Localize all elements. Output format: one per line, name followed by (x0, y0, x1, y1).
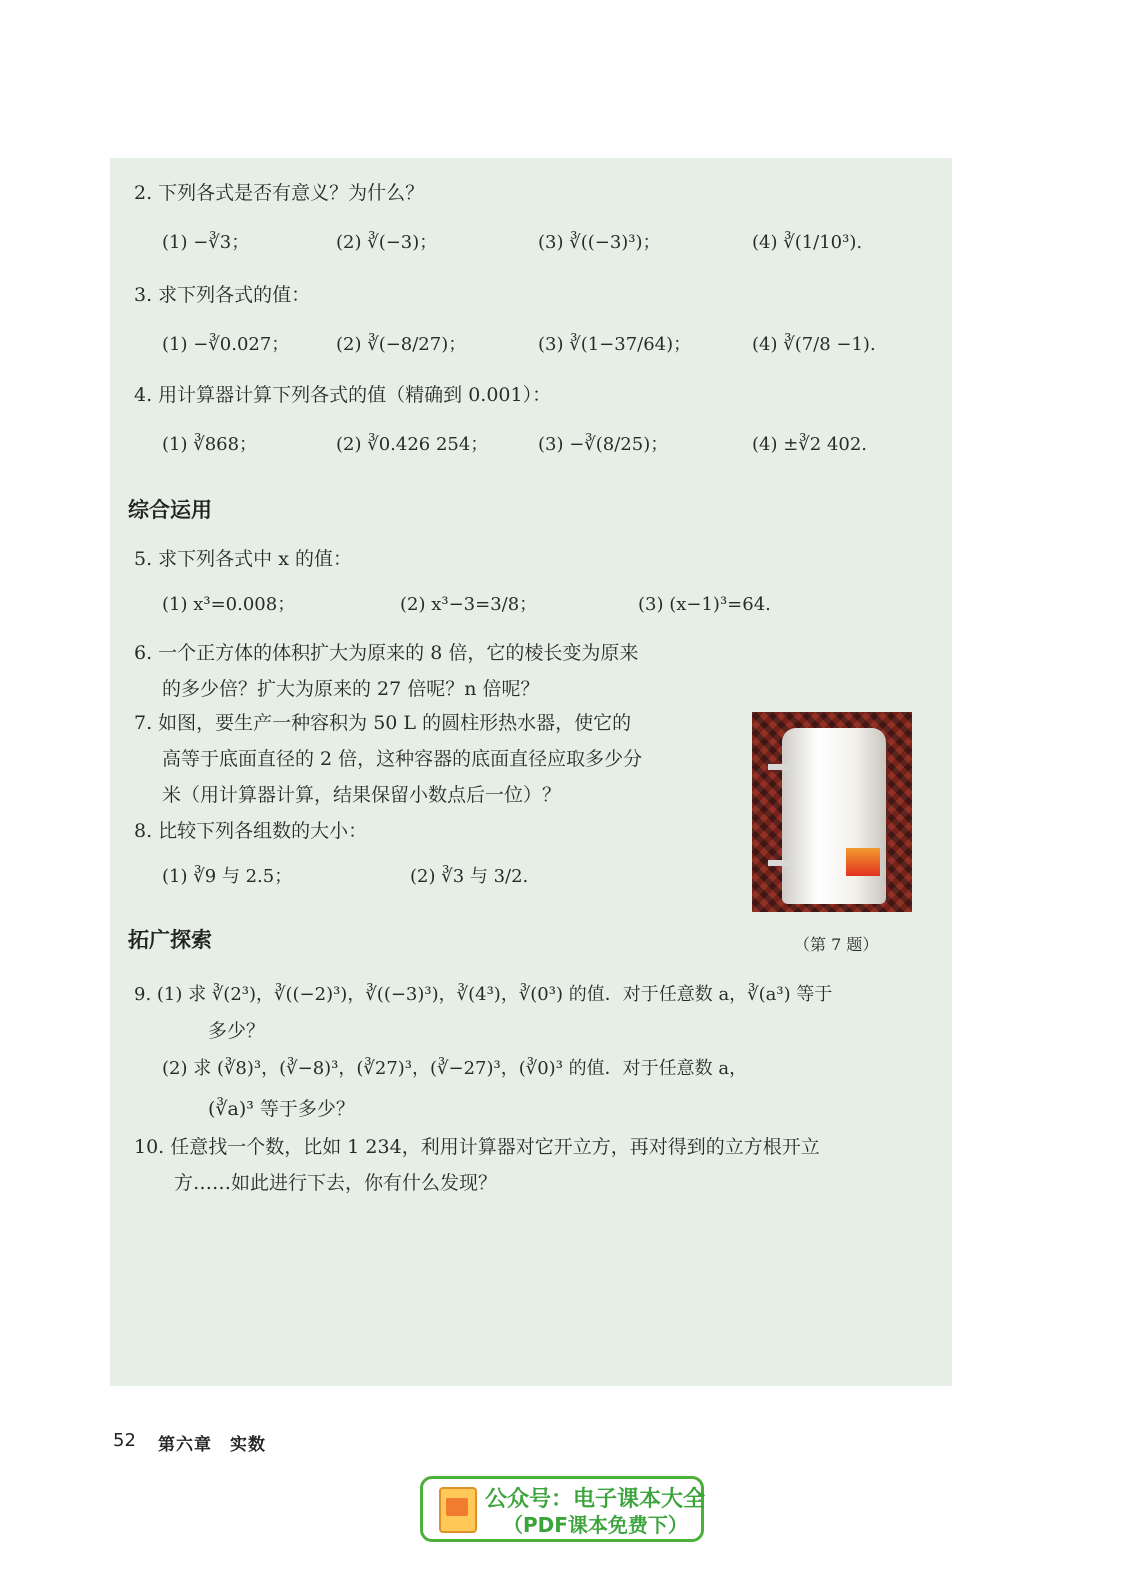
q10-line-1: 10. 任意找一个数，比如 1 234，利用计算器对它开立方，再对得到的立方根开立 (134, 1136, 820, 1158)
q3-item-4: (4) ∛(7/8 −1). (752, 334, 876, 355)
book-icon (439, 1487, 477, 1533)
q9-line-4: (∛a)³ 等于多少？ (208, 1098, 355, 1120)
q7-line-2: 高等于底面直径的 2 倍，这种容器的底面直径应取多少分 (162, 748, 643, 770)
q8-stem: 8. 比较下列各组数的大小： (134, 820, 368, 842)
q4-item-4: (4) ±∛2 402. (752, 434, 868, 455)
heater-label-sticker (846, 848, 880, 876)
q9-line-3: (2) 求 (∛8)³，(∛−8)³，(∛27)³，(∛−27)³，(∛0)³ 的值．对于任意数 a， (162, 1058, 748, 1079)
q8-item-2: (2) ∛3 与 3/2. (410, 866, 529, 887)
q8-item-1: (1) ∛9 与 2.5； (162, 866, 293, 887)
q9-line-2: 多少？ (208, 1020, 266, 1042)
q2-item-1: (1) −∛3； (162, 232, 250, 253)
badge-line-2: （PDF课本免费下） (503, 1513, 688, 1537)
page-number: 52 (113, 1430, 136, 1451)
q5-stem: 5. 求下列各式中 x 的值： (134, 548, 352, 570)
water-heater-photo (752, 712, 912, 912)
q10-line-2: 方……如此进行下去，你有什么发现？ (174, 1172, 498, 1194)
q2-stem: 2. 下列各式是否有意义？为什么？ (134, 182, 425, 204)
q6-line-2: 的多少倍？扩大为原来的 27 倍呢？n 倍呢？ (162, 678, 540, 700)
q3-item-3: (3) ∛(1−37/64)； (538, 334, 692, 355)
q5-item-3: (3) (x−1)³=64. (638, 594, 771, 615)
q2-item-4: (4) ∛(1/10³). (752, 232, 863, 253)
q4-item-2: (2) ∛0.426 254； (336, 434, 489, 455)
pipe-upper (768, 764, 790, 770)
q2-item-3: (3) ∛((−3)³)； (538, 232, 661, 253)
figure-caption: （第 7 题） (794, 935, 879, 954)
q5-item-2: (2) x³−3=3/8； (400, 594, 538, 615)
q4-item-1: (1) ∛868； (162, 434, 258, 455)
q3-item-2: (2) ∛(−8/27)； (336, 334, 467, 355)
water-heater-tank (782, 728, 886, 904)
chapter-title: 第六章 实数 (158, 1435, 266, 1455)
wechat-badge[interactable] (420, 1476, 704, 1542)
q4-stem: 4. 用计算器计算下列各式的值（精确到 0.001）： (134, 384, 552, 406)
q4-item-3: (3) −∛(8/25)； (538, 434, 669, 455)
q3-stem: 3. 求下列各式的值： (134, 284, 311, 306)
pipe-lower (768, 860, 790, 866)
q6-line-1: 6. 一个正方体的体积扩大为原来的 8 倍，它的棱长变为原来 (134, 642, 639, 664)
q5-item-1: (1) x³=0.008； (162, 594, 296, 615)
q9-line-1: 9. (1) 求 ∛(2³)，∛((−2)³)，∛((−3)³)，∛(4³)，∛(0³) 的值．对于任意数 a，∛(a³) 等于 (134, 984, 833, 1005)
q3-item-1: (1) −∛0.027； (162, 334, 290, 355)
section-heading-comprehensive: 综合运用 (128, 498, 212, 522)
q2-item-2: (2) ∛(−3)； (336, 232, 438, 253)
q7-line-3: 米（用计算器计算，结果保留小数点后一位）？ (162, 784, 562, 806)
q7-line-1: 7. 如图，要生产一种容积为 50 L 的圆柱形热水器，使它的 (134, 712, 632, 734)
section-heading-explore: 拓广探索 (128, 928, 212, 952)
badge-line-1: 公众号：电子课本大全 (485, 1487, 706, 1512)
